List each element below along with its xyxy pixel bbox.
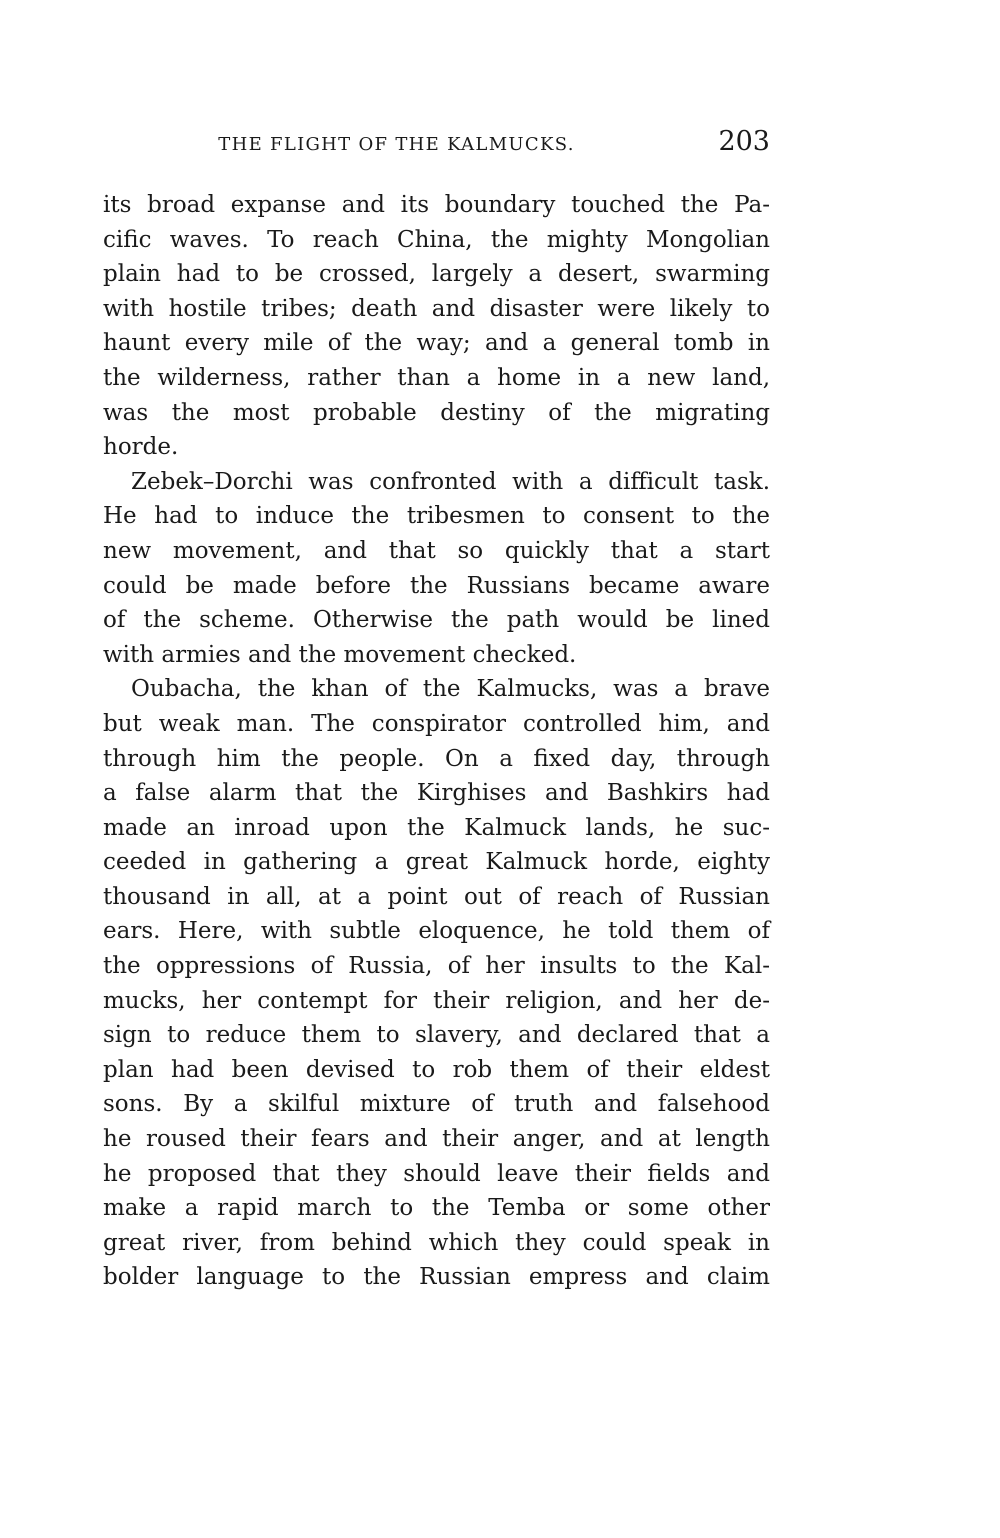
text-line: mucks, her contempt for their religion, and her de- bbox=[103, 987, 770, 1014]
text-line: its broad expanse and its boundary touched the Pa- bbox=[103, 192, 770, 218]
running-head bbox=[103, 126, 770, 166]
page-number: 203 bbox=[718, 126, 770, 157]
text-line: the oppressions of Russia, of her insults to the Kal- bbox=[103, 953, 770, 980]
text-line: but weak man. The conspirator controlled him, and bbox=[103, 710, 770, 737]
text-line: made an inroad upon the Kalmuck lands, he suc- bbox=[103, 814, 770, 841]
text-line: ears. Here, with subtle eloquence, he told them of bbox=[103, 918, 770, 945]
text-line: make a rapid march to the Temba or some other bbox=[103, 1195, 770, 1222]
text-line: plain had to be crossed, largely a desert, swarming bbox=[103, 261, 770, 288]
text-line: haunt every mile of the way; and a general tomb in bbox=[103, 330, 770, 357]
text-line: a false alarm that the Kirghises and Bashkirs had bbox=[103, 780, 770, 807]
text-line: horde. bbox=[103, 434, 179, 461]
text-line: was the most probable destiny of the migrating bbox=[103, 399, 770, 426]
text-line: bolder language to the Russian empress and claim bbox=[103, 1264, 770, 1291]
text-line: he proposed that they should leave their fields and bbox=[103, 1160, 770, 1187]
text-line: sign to reduce them to slavery, and declared that a bbox=[103, 1022, 770, 1049]
text-line: new movement, and that so quickly that a start bbox=[103, 537, 770, 564]
text-line: plan had been devised to rob them of their eldest bbox=[103, 1056, 770, 1083]
text-line: ceeded in gathering a great Kalmuck horde, eighty bbox=[103, 849, 770, 876]
text-line: could be made before the Russians became aware bbox=[103, 572, 770, 599]
text-line: Zebek–Dorchi was confronted with a difficult task. bbox=[131, 468, 770, 495]
text-line: He had to induce the tribesmen to consent to the bbox=[103, 503, 770, 530]
text-line: thousand in all, at a point out of reach of Russian bbox=[103, 883, 770, 910]
text-line: with hostile tribes; death and disaster were likely to bbox=[103, 295, 770, 322]
chapter-title: THE FLIGHT OF THE KALMUCKS. bbox=[218, 134, 575, 155]
text-line: with armies and the movement checked. bbox=[103, 641, 577, 668]
text-line: great river, from behind which they could speak in bbox=[103, 1229, 770, 1256]
text-line: Oubacha, the khan of the Kalmucks, was a brave bbox=[131, 676, 770, 703]
body-text bbox=[103, 188, 770, 1295]
text-line: cific waves. To reach China, the mighty Mongolian bbox=[103, 226, 770, 253]
text-line: through him the people. On a fixed day, through bbox=[103, 745, 770, 772]
text-line: the wilderness, rather than a home in a new land, bbox=[103, 364, 770, 391]
text-line: he roused their fears and their anger, and at length bbox=[103, 1126, 770, 1153]
text-line: of the scheme. Otherwise the path would be lined bbox=[103, 607, 770, 634]
text-line: sons. By a skilful mixture of truth and falsehood bbox=[103, 1091, 770, 1118]
